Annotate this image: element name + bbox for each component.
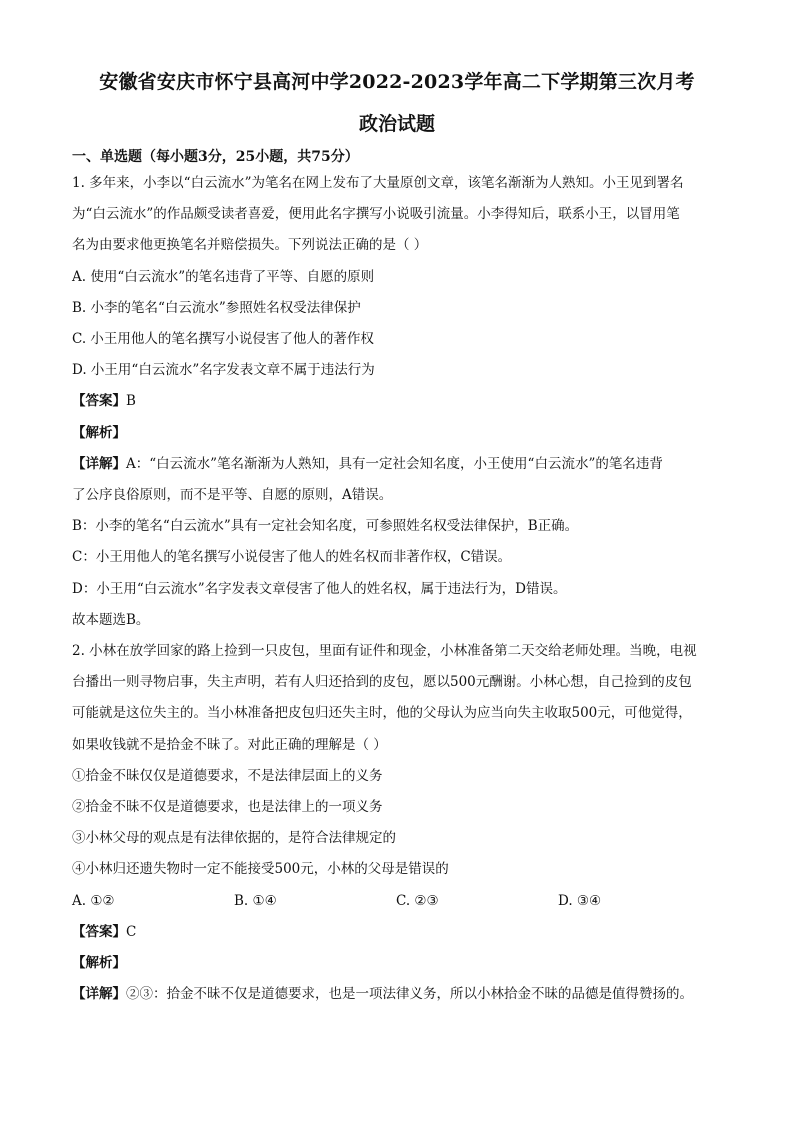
- q1-option-a: A. 使用“白云流水”的笔名违背了平等、自愿的原则: [72, 268, 375, 285]
- answer-value: B: [126, 393, 136, 410]
- q2-stem-line: 如果收钱就不是拾金不昧了。对此正确的理解是（ ）: [72, 736, 387, 753]
- q1-stem-line: 名为由要求他更换笔名并赔偿损失。下列说法正确的是（ ）: [72, 237, 428, 254]
- detail-tag: 【详解】: [72, 986, 126, 1003]
- detail-tag: 【详解】: [72, 455, 126, 472]
- q2-stem-line: 可能就是这位失主的。当小林准备把皮包归还失主时，他的父母认为应当向失主收取500元，可他觉得，: [72, 705, 692, 722]
- q2-choice-c: C. ②③: [396, 892, 439, 909]
- q1-detail-line: [72, 449, 722, 480]
- detail-text: ②③：拾金不昧不仅是道德要求，也是一项法律义务，所以小林拾金不昧的品德是值得赞扬的。: [126, 986, 693, 1003]
- q2-item: ①拾金不昧仅仅是道德要求，不是法律层面上的义务: [72, 767, 383, 784]
- q1-option-c: C. 小王用他人的笔名撰写小说侵害了他人的著作权: [72, 331, 374, 348]
- q2-item: ②拾金不昧不仅是道德要求，也是法律上的一项义务: [72, 799, 383, 816]
- q2-choices: [72, 886, 722, 917]
- q2-detail-line: [72, 979, 722, 1010]
- q1-detail-line: 故本题选B。: [72, 611, 150, 628]
- answer-value: C: [126, 923, 137, 940]
- q2-answer: [72, 917, 722, 948]
- analysis-tag: 【解析】: [72, 955, 126, 972]
- question-2: [72, 636, 722, 1010]
- q2-stem-line: 2. 小林在放学回家的路上捡到一只皮包，里面有证件和现金，小林准备第二天交给老师处理。当晚，电视: [72, 643, 697, 660]
- analysis-tag: 【解析】: [72, 424, 126, 441]
- q1-stem-line: 1. 多年来，小李以“白云流水”为笔名在网上发布了大量原创文章，该笔名渐渐为人熟知。小王见到署名: [72, 175, 684, 191]
- q1-detail-line: 了公序良俗原则，而不是平等、自愿的原则，A错误。: [72, 487, 393, 504]
- q1-stem-line: 为“白云流水”的作品颇受读者喜爱，便用此名字撰写小说吸引流量。小李得知后，联系小王，以冒用笔: [72, 206, 680, 223]
- q1-option-d: D. 小王用“白云流水”名字发表文章不属于违法行为: [72, 362, 375, 379]
- q1-detail-line: B：小李的笔名“白云流水”具有一定社会知名度，可参照姓名权受法律保护，B正确。: [72, 518, 579, 535]
- q1-option-b: B. 小李的笔名“白云流水”参照姓名权受法律保护: [72, 299, 361, 316]
- q1-analysis: [72, 418, 722, 449]
- q2-item: ④小林归还遗失物时一定不能接受500元，小林的父母是错误的: [72, 861, 449, 878]
- answer-tag: 【答案】: [72, 393, 126, 410]
- section-heading: 一、单选题（每小题3分，25小题，共75分）: [72, 149, 359, 165]
- answer-tag: 【答案】: [72, 923, 126, 940]
- document-subtitle: 政治试题: [358, 113, 435, 135]
- detail-text: A：“白云流水”笔名渐渐为人熟知，具有一定社会知名度，小王使用“白云流水”的笔名违背: [126, 455, 663, 472]
- q1-answer: [72, 386, 722, 417]
- q2-item: ③小林父母的观点是有法律依据的，是符合法律规定的: [72, 830, 396, 847]
- q2-analysis: [72, 948, 722, 979]
- question-1: [72, 168, 722, 636]
- q2-stem-line: 台播出一则寻物启事，失主声明，若有人归还拾到的皮包，愿以500元酬谢。小林心想，自己捡到的皮包: [72, 674, 692, 691]
- q1-detail-line: D：小王用“白云流水”名字发表文章侵害了他人的姓名权，属于违法行为，D错误。: [72, 580, 567, 597]
- q2-choice-a: A. ①②: [72, 892, 115, 909]
- q2-choice-b: B. ①④: [234, 892, 277, 909]
- q1-detail-line: C：小王用他人的笔名撰写小说侵害了他人的姓名权而非著作权，C错误。: [72, 549, 512, 566]
- q2-choice-d: D. ③④: [558, 892, 602, 909]
- document-title: 安徽省安庆市怀宁县高河中学2022-2023学年高二下学期第三次月考: [99, 71, 695, 93]
